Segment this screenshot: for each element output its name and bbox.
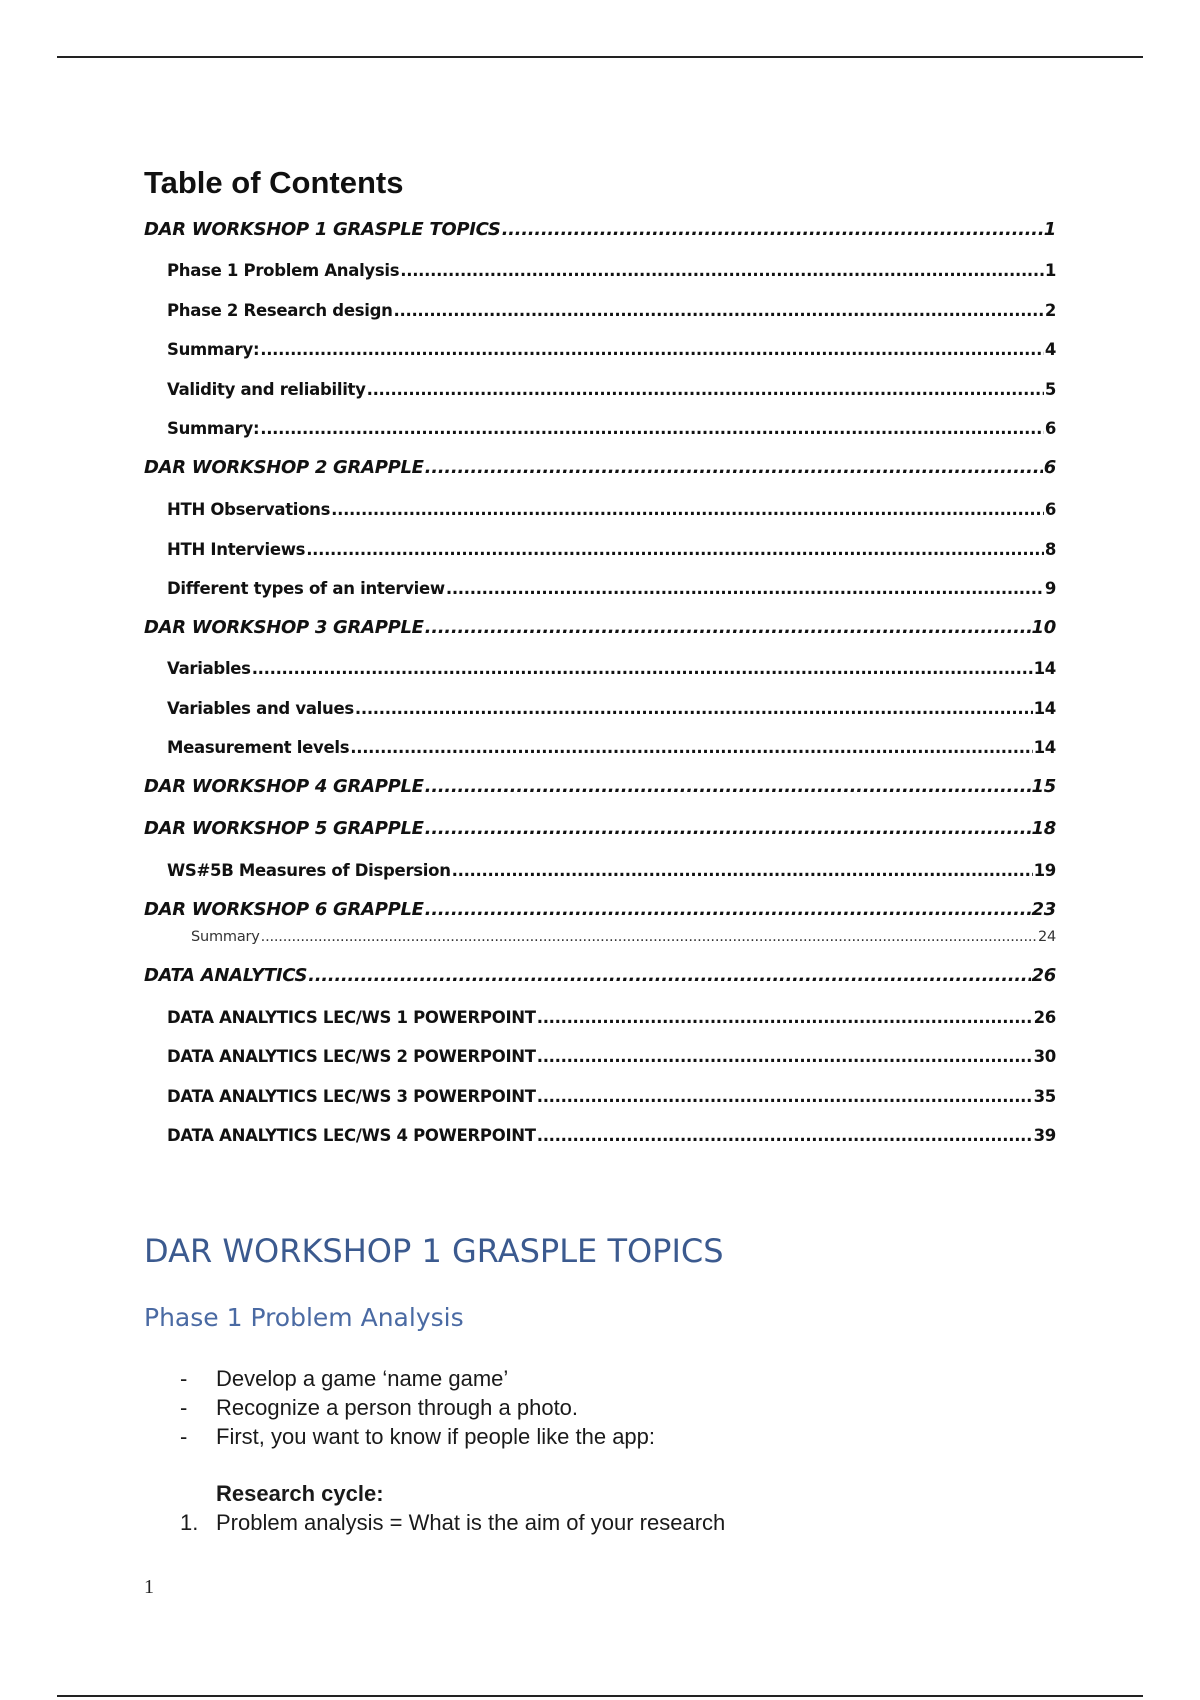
numbered-list xyxy=(180,1508,725,1537)
toc-entry[interactable] xyxy=(144,776,1056,798)
dash-bullet: - xyxy=(180,1395,188,1420)
toc-entry[interactable] xyxy=(167,261,1056,281)
toc-entry[interactable] xyxy=(167,540,1056,560)
toc-entry-text: Phase 1 Problem Analysis xyxy=(167,261,400,280)
toc-entry-text: Variables and values xyxy=(167,699,354,718)
bullet-list xyxy=(180,1364,655,1451)
toc-entry[interactable] xyxy=(167,340,1056,360)
list-item xyxy=(180,1422,655,1451)
toc-entry-text: DAR WORKSHOP 6 GRAPPLE xyxy=(144,899,424,920)
toc-entry-page: 10 xyxy=(1031,617,1056,638)
toc-entry-text: Measurement levels xyxy=(167,738,350,757)
toc-leader xyxy=(260,340,1044,360)
toc-leader xyxy=(425,776,1031,798)
toc-entry-page: 26 xyxy=(1033,1008,1056,1027)
toc-leader xyxy=(425,457,1043,479)
toc-entry-text: DAR WORKSHOP 3 GRAPPLE xyxy=(144,617,424,638)
toc-entry[interactable] xyxy=(144,219,1056,241)
toc-entry[interactable] xyxy=(167,1047,1056,1067)
toc-entry[interactable] xyxy=(167,1087,1056,1107)
toc-entry[interactable] xyxy=(167,659,1056,679)
toc-leader xyxy=(425,818,1031,840)
research-cycle-heading: Research cycle: xyxy=(216,1481,384,1506)
toc-entry-page: 9 xyxy=(1044,579,1056,598)
toc-entry-page: 6 xyxy=(1044,419,1056,438)
toc-entry-page: 24 xyxy=(1037,929,1056,945)
list-item-text: Recognize a person through a photo. xyxy=(216,1395,579,1420)
toc-entry-page: 30 xyxy=(1033,1047,1056,1066)
toc-entry-text: Summary: xyxy=(167,419,260,438)
toc-entry-page: 1 xyxy=(1044,261,1056,280)
toc-entry-text: DATA ANALYTICS xyxy=(144,965,308,986)
toc-entry-page: 1 xyxy=(1043,219,1056,240)
toc-entry[interactable] xyxy=(144,965,1056,987)
toc-leader xyxy=(350,738,1032,758)
toc-leader xyxy=(537,1047,1033,1067)
toc-leader xyxy=(260,419,1044,439)
toc-entry-text: Validity and reliability xyxy=(167,380,366,399)
toc-entry-page: 26 xyxy=(1031,965,1056,986)
toc-entry-page: 2 xyxy=(1044,301,1056,320)
toc-entry-text: Summary: xyxy=(167,340,260,359)
toc-entry-text: DAR WORKSHOP 1 GRASPLE TOPICS xyxy=(144,219,501,240)
toc-entry[interactable] xyxy=(167,1008,1056,1028)
list-item xyxy=(180,1508,725,1537)
toc-leader xyxy=(537,1087,1033,1107)
toc-entry-text: WS#5B Measures of Dispersion xyxy=(167,861,451,880)
toc-entry-text: DATA ANALYTICS LEC/WS 2 POWERPOINT xyxy=(167,1047,536,1066)
toc-entry-page: 14 xyxy=(1033,738,1056,757)
toc-entry-text: HTH Interviews xyxy=(167,540,306,559)
toc-entry-text: DATA ANALYTICS LEC/WS 3 POWERPOINT xyxy=(167,1087,536,1106)
bottom-rule xyxy=(57,1695,1143,1697)
toc-entry-page: 8 xyxy=(1044,540,1056,559)
toc-entry-page: 18 xyxy=(1031,818,1056,839)
list-item xyxy=(180,1393,655,1422)
list-number: 1. xyxy=(180,1510,199,1535)
list-item-text: Develop a game ‘name game’ xyxy=(216,1366,509,1391)
toc-entry-text: DATA ANALYTICS LEC/WS 1 POWERPOINT xyxy=(167,1008,536,1027)
toc-entry[interactable] xyxy=(167,380,1056,400)
toc-entry-page: 15 xyxy=(1031,776,1056,797)
toc-entry[interactable] xyxy=(167,699,1056,719)
toc-entry-text: HTH Observations xyxy=(167,500,331,519)
toc-entry[interactable] xyxy=(191,929,1056,946)
toc-entry-page: 19 xyxy=(1033,861,1056,880)
toc-entry-page: 14 xyxy=(1033,659,1056,678)
toc-leader xyxy=(252,659,1033,679)
toc-entry-text: Summary xyxy=(191,929,260,945)
toc-leader xyxy=(355,699,1033,719)
toc-entry[interactable] xyxy=(167,1126,1056,1146)
toc-leader xyxy=(446,579,1044,599)
toc-entry[interactable] xyxy=(167,419,1056,439)
toc-leader xyxy=(367,380,1044,400)
toc-leader xyxy=(308,965,1030,987)
toc-entry-page: 35 xyxy=(1033,1087,1056,1106)
toc-entry-page: 4 xyxy=(1044,340,1056,359)
toc-leader xyxy=(452,861,1033,881)
toc-entry-text: Different types of an interview xyxy=(167,579,445,598)
toc-leader xyxy=(400,261,1044,281)
toc-entry[interactable] xyxy=(144,899,1056,921)
toc-entry[interactable] xyxy=(167,579,1056,599)
toc-leader xyxy=(425,617,1031,639)
list-item-text: First, you want to know if people like the app: xyxy=(216,1424,656,1449)
toc-entry[interactable] xyxy=(167,500,1056,520)
toc-entry-page: 6 xyxy=(1044,500,1056,519)
toc-title: Table of Contents xyxy=(144,165,404,200)
toc-entry[interactable] xyxy=(144,818,1056,840)
toc-entry-text: Variables xyxy=(167,659,251,678)
toc-leader xyxy=(261,929,1037,946)
top-rule xyxy=(57,56,1143,58)
dash-bullet: - xyxy=(180,1366,188,1391)
toc-entry[interactable] xyxy=(167,301,1056,321)
toc-entry[interactable] xyxy=(167,861,1056,881)
toc-leader xyxy=(306,540,1044,560)
toc-entry-page: 39 xyxy=(1033,1126,1056,1145)
toc-leader xyxy=(537,1008,1033,1028)
page-number: 1 xyxy=(144,1576,154,1598)
toc-leader xyxy=(394,301,1044,321)
section-heading: DAR WORKSHOP 1 GRASPLE TOPICS xyxy=(144,1232,724,1270)
toc-entry-page: 6 xyxy=(1043,457,1056,478)
toc-entry-text: Phase 2 Research design xyxy=(167,301,393,320)
toc-entry-page: 23 xyxy=(1031,899,1056,920)
dash-bullet: - xyxy=(180,1424,188,1449)
list-item xyxy=(180,1364,655,1393)
toc-leader xyxy=(537,1126,1033,1146)
toc-entry-text: DAR WORKSHOP 4 GRAPPLE xyxy=(144,776,424,797)
toc-entry[interactable] xyxy=(144,617,1056,639)
toc-entry-page: 5 xyxy=(1044,380,1056,399)
toc-entry-text: DATA ANALYTICS LEC/WS 4 POWERPOINT xyxy=(167,1126,536,1145)
toc-entry-page: 14 xyxy=(1033,699,1056,718)
list-item-text: Problem analysis = What is the aim of your research xyxy=(216,1510,726,1535)
toc-leader xyxy=(425,899,1031,921)
toc-entry[interactable] xyxy=(144,457,1056,479)
subsection-heading: Phase 1 Problem Analysis xyxy=(144,1303,464,1332)
toc-entry-text: DAR WORKSHOP 5 GRAPPLE xyxy=(144,818,424,839)
toc-entry[interactable] xyxy=(167,738,1056,758)
toc-leader xyxy=(331,500,1044,520)
toc-entry-text: DAR WORKSHOP 2 GRAPPLE xyxy=(144,457,424,478)
toc-leader xyxy=(502,219,1043,241)
